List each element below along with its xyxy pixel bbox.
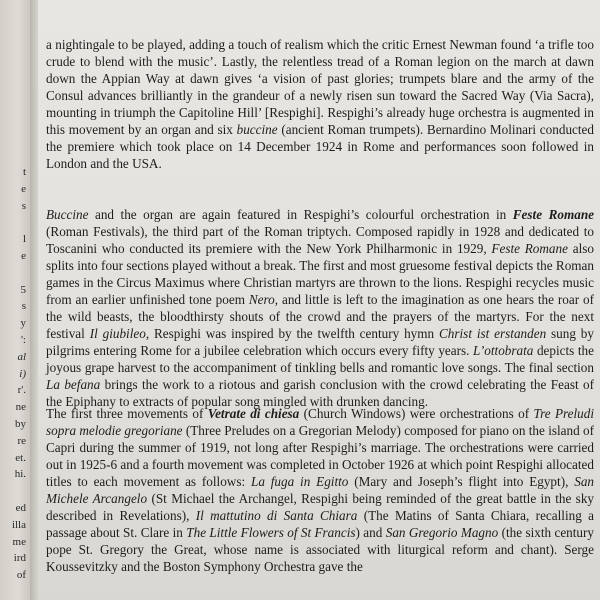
left-page-fragment: al [17,350,26,363]
left-page-fragment: e [21,250,26,262]
title-run: Il mattutino di Santa Chiara [195,508,358,523]
paragraph-feste-romane [46,206,594,410]
left-page-edge [0,0,30,600]
left-page-fragment: ne [15,401,26,414]
title-run: Vetrate di chiesa [207,406,300,421]
left-page-fragment: hi. [14,468,26,481]
left-page-fragment: i) [19,367,26,380]
left-page-fragment: l [22,233,26,246]
left-page-fragment: re [17,434,26,447]
text-run: brings the work to a riotous and garish conclusion with the crowd celebrating the Feast of the Epiphany to extracts of popular song mingled with drunken dancing. [46,377,594,409]
text-run: (St Michael the Archangel, Respighi being reminded of the great battle in the sky described in Revelations), [46,491,595,523]
left-page-fragment: s [21,199,26,212]
title-run: Feste Romane [512,207,595,222]
text-run: depicts the joyous grape harvest to the accompaniment of tinkling bells and romantic love songs. The final section [46,343,594,375]
text-run: and the organ are again featured in Respighi’s colourful orchestration in [88,207,513,222]
title-run: buccine [236,122,278,137]
title-run: San Michele Arcangelo [46,474,595,506]
title-run: Tre Preludi sopra melodie gregoriane [46,406,595,438]
left-page-fragment: illa [11,518,26,531]
text-run: , Respighi was inspired by the twelfth century hymn [145,326,439,341]
left-page-fragment: y [20,317,26,330]
left-page-fragment: ': [20,334,26,346]
left-page-fragment: t [22,166,26,178]
text-run: a nightingale to be played, adding a touch of realism which the critic Ernest Newman found ‘a trifle too crude to blend with the music’. Lastly, the relentless tread of a Roman legion on the march at dawn down the Appian Way at dawn gives ‘a vision of past glories; trumpets blare and the army of the Consul advances brilliantly in the grandeur of a newly risen sun toward the Sacred Way (Via Sacra), mounting in triumph the Capitoline Hill’ [Respighi]. Respighi’s already huge orchestra is augmented in this movement by an organ and six [46,37,594,137]
title-run: Feste Romane [491,241,568,256]
left-page-fragment: e [21,182,26,195]
text-run: ) and [355,525,386,540]
paragraph-vetrate-di-chiesa [46,405,594,575]
title-run: L’ottobrata [473,343,534,358]
left-page-fragment: r'. [17,384,26,397]
left-page-fragment: s [21,300,26,313]
left-page-fragment: ed [15,502,26,514]
title-run: Nero [248,292,275,307]
title-run: San Gregorio Magno [385,525,499,540]
text-run: (Roman Festivals), the third part of the Roman triptych. Composed rapidly in 1928 and dedicated to Toscanini who conducted its premiere with the New York Philharmonic in 1929, [46,224,594,256]
title-run: La fuga in Egitto [250,474,349,489]
title-run: La befana [46,377,101,392]
left-page-fragment: et. [15,451,26,464]
text-run: (ancient Roman trumpets). Bernardino Molinari conducted the premiere which took place on 14 December 1924 in Rome and performances soon followed in London and the USA. [46,122,594,171]
booklet-page [38,0,600,600]
left-page-fragment: 5 [20,283,26,296]
left-page-fragment: me [12,535,26,548]
left-page-fragment: by [15,418,26,430]
text-run: also splits into four sections played without a break. The first and most gruesome festival depicts the Roman games in the Circus Maximus where Christian martyrs are thrown to the lions. Respighi recycles music from an earlier unfinished tone poem [46,241,594,307]
left-page-fragment: of [16,569,26,582]
paragraph-pines-of-rome [46,36,594,172]
text-run: The first three movements of [46,406,208,421]
text-run: , and little is left to the imagination as one hears the roar of the wild beasts, the bloodthirsty shouts of the crowd and the prayers of the martyrs. For the next festival [46,292,595,341]
title-run: Christ ist erstanden [439,326,547,341]
left-page-fragment: ird [13,552,26,565]
text-run: (the sixth century pope St. Gregory the Great, whose name is associated with liturgical reform and chant). Serge Koussevitzky and the Boston Symphony Orchestra gave the [46,525,595,574]
text-run: (Church Windows) were orchestrations of [299,406,534,421]
text-run: (The Matins of Santa Chiara, recalling a passage about St. Clare in [46,508,594,540]
title-run: Il giubileo [89,326,146,341]
title-run: The Little Flowers of St Francis [186,525,356,540]
book-gutter [30,0,38,600]
text-run: sung by pilgrims entering Rome for a jubilee celebration which occurs every fifty years. [46,326,594,358]
text-run: (Mary and Joseph’s flight into Egypt), [348,474,575,489]
text-run: (Three Preludes on a Gregorian Melody) composed for piano on the island of Capri during the summer of 1919, not long after Respighi’s marriage. The orchestrations were carried out in 1925-6 and a fourth movement was completed in October 1926 at which point Respighi allocated titles to each movement as follows: [46,423,594,489]
title-run: Buccine [46,207,89,222]
